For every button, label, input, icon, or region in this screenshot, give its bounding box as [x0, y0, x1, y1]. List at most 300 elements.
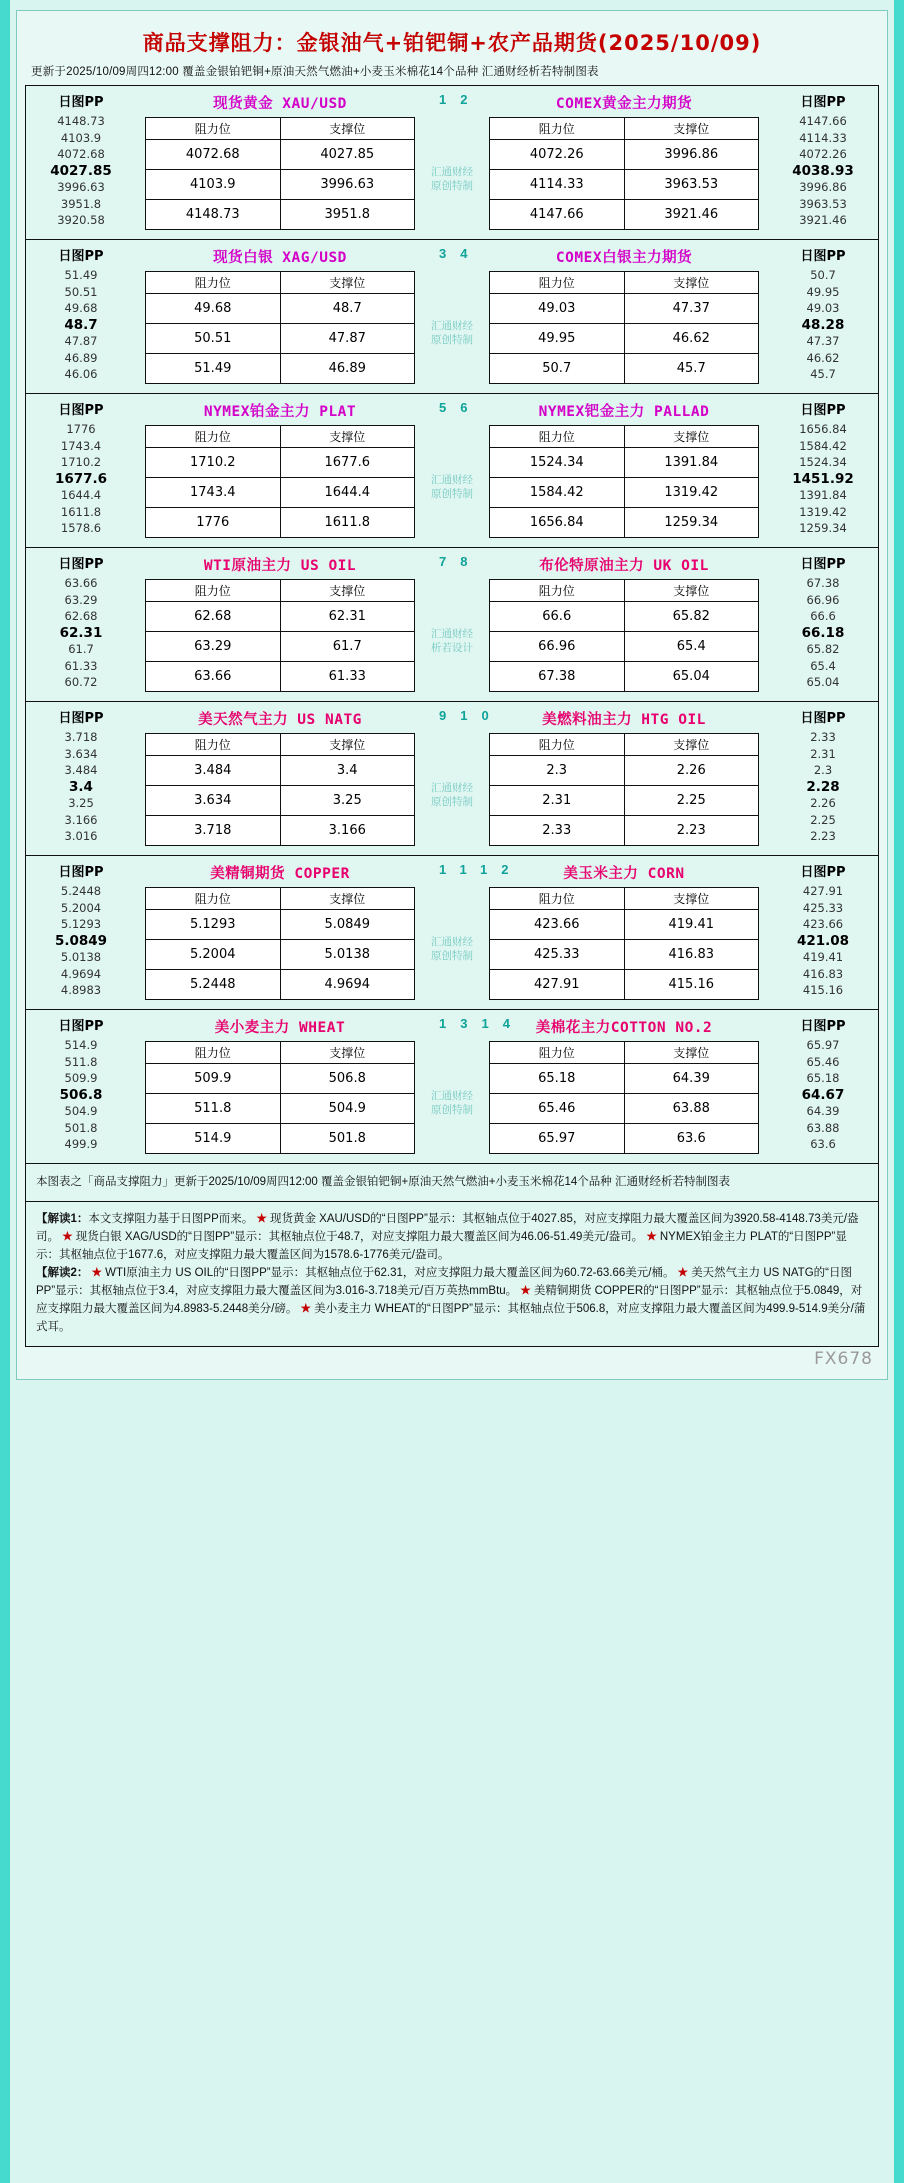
pp-value: 4038.93 [792, 162, 854, 179]
levels-table [489, 117, 759, 230]
pp-column [768, 240, 878, 393]
support-value: 3951.8 [280, 200, 415, 230]
pp-value: 504.9 [64, 1104, 98, 1118]
bullet-icon: ★ [677, 1267, 688, 1279]
pp-value: 421.08 [796, 932, 850, 949]
pp-value: 499.9 [64, 1137, 98, 1151]
resist-header: 阻力位 [490, 426, 625, 448]
support-value: 1644.4 [280, 478, 415, 508]
support-value: 5.0849 [280, 910, 415, 940]
support-value: 46.62 [624, 324, 759, 354]
resist-header: 阻力位 [490, 734, 625, 756]
pp-column [26, 240, 136, 393]
table-row [490, 632, 759, 662]
support-header: 支撑位 [624, 272, 759, 294]
pp-value: 48.28 [801, 316, 845, 333]
levels-table [145, 1041, 415, 1154]
table-row [146, 170, 415, 200]
pp-value: 5.2448 [60, 884, 102, 898]
pp-column [768, 1010, 878, 1163]
note-1-item-0: 现货黄金 XAU/USD的“日图PP”显示：其枢轴点位于4027.85，对应支撑阻力最大覆盖区间为3920.58-4148.73美元/盎司。 [36, 1213, 859, 1243]
resist-value: 49.95 [490, 324, 625, 354]
pp-column [26, 394, 136, 547]
support-header: 支撑位 [280, 888, 415, 910]
pp-column [768, 702, 878, 855]
pp-value: 3996.86 [799, 180, 847, 194]
instrument-name: COMEX黄金主力期货 [555, 96, 693, 112]
support-value: 65.82 [624, 602, 759, 632]
resist-value: 49.03 [490, 294, 625, 324]
resist-value: 2.3 [490, 756, 625, 786]
resist-value: 1776 [146, 508, 281, 538]
pp-value: 65.4 [810, 658, 836, 673]
support-header: 支撑位 [280, 118, 415, 140]
support-value: 3.25 [280, 786, 415, 816]
pp-value: 60.72 [64, 675, 98, 689]
instrument-cell [480, 702, 768, 855]
resist-value: 427.91 [490, 970, 625, 1000]
table-row [146, 756, 415, 786]
instrument-block [25, 547, 879, 701]
pp-value: 3.484 [64, 763, 98, 777]
block-index: 12 [439, 92, 482, 107]
resist-value: 49.68 [146, 294, 281, 324]
table-row [146, 508, 415, 538]
note-1-item-2: NYMEX铂金主力 PLAT的“日图PP”显示：其枢轴点位于1677.6，对应支撑阻力最大覆盖区间为1578.6-1776美元/盎司。 [36, 1231, 847, 1261]
pp-value: 61.7 [68, 642, 94, 656]
resist-value: 65.97 [490, 1124, 625, 1154]
pp-value: 1710.2 [60, 455, 102, 469]
table-row [146, 478, 415, 508]
pp-value: 46.62 [806, 350, 840, 365]
pp-value: 4103.9 [60, 130, 102, 145]
block-index: 56 [439, 400, 482, 415]
support-value: 419.41 [624, 910, 759, 940]
block-index: 34 [439, 246, 482, 261]
pp-header: 日图PP [58, 403, 104, 418]
instrument-name: NYMEX钯金主力 PALLAD [538, 404, 710, 420]
support-value: 1611.8 [280, 508, 415, 538]
support-value: 504.9 [280, 1094, 415, 1124]
bullet-icon: ★ [646, 1231, 657, 1243]
table-row [146, 140, 415, 170]
instrument-name: 美精铜期货 COPPER [210, 866, 350, 882]
table-row [146, 662, 415, 692]
pp-header: 日图PP [58, 557, 104, 572]
pp-value: 1259.34 [799, 521, 847, 535]
note-2-item-2: 美精铜期货 COPPER的“日图PP”显示：其枢轴点位于5.0849，对应支撑阻力最大覆盖区间为4.8983-5.2448美分/磅。 [36, 1285, 863, 1315]
instrument-block [25, 701, 879, 855]
pp-value: 66.96 [806, 592, 840, 607]
levels-table [489, 887, 759, 1000]
instrument-cell [136, 394, 424, 547]
pp-header: 日图PP [58, 249, 104, 264]
table-row [490, 140, 759, 170]
resist-value: 4148.73 [146, 200, 281, 230]
pp-column [26, 1010, 136, 1163]
support-value: 501.8 [280, 1124, 415, 1154]
support-value: 3.166 [280, 816, 415, 846]
resist-header: 阻力位 [146, 580, 281, 602]
support-header: 支撑位 [624, 118, 759, 140]
instrument-block [25, 239, 879, 393]
resist-value: 5.2448 [146, 970, 281, 1000]
pp-column [26, 702, 136, 855]
pp-header: 日图PP [800, 249, 846, 264]
instrument-name: 布伦特原油主力 UK OIL [539, 558, 709, 574]
resist-value: 425.33 [490, 940, 625, 970]
levels-table [145, 733, 415, 846]
pp-value: 3963.53 [799, 196, 847, 211]
blocks-container [25, 85, 879, 1164]
support-header: 支撑位 [280, 580, 415, 602]
watermark: 汇通财经 原创特制 [431, 474, 473, 500]
instrument-block [25, 85, 879, 239]
resist-value: 63.29 [146, 632, 281, 662]
levels-wrap [481, 579, 767, 700]
table-row [146, 354, 415, 384]
block-index: 1112 [439, 862, 523, 877]
support-header: 支撑位 [624, 734, 759, 756]
pp-header: 日图PP [58, 1019, 104, 1034]
note-1 [36, 1210, 868, 1264]
resist-value: 4072.68 [146, 140, 281, 170]
pp-value: 5.2004 [60, 900, 102, 915]
support-value: 64.39 [624, 1064, 759, 1094]
index-column [424, 702, 503, 855]
levels-table [145, 271, 415, 384]
support-value: 2.25 [624, 786, 759, 816]
support-value: 415.16 [624, 970, 759, 1000]
pp-value: 427.91 [802, 884, 844, 898]
pp-value: 65.46 [806, 1054, 840, 1069]
pp-value: 1743.4 [60, 438, 102, 453]
note-2-label: 【解读2： [36, 1267, 89, 1279]
pp-header: 日图PP [58, 95, 104, 110]
index-column [424, 394, 480, 547]
levels-table [489, 579, 759, 692]
pp-value: 1524.34 [799, 455, 847, 469]
pp-column [768, 856, 878, 1009]
pp-value: 3.166 [64, 812, 98, 827]
pp-value: 65.04 [806, 675, 840, 689]
support-value: 2.23 [624, 816, 759, 846]
table-row [490, 662, 759, 692]
instrument-cell [480, 240, 768, 393]
pp-value: 3.016 [64, 829, 98, 843]
resist-value: 66.6 [490, 602, 625, 632]
pp-value: 64.67 [801, 1086, 845, 1103]
table-row [146, 1124, 415, 1154]
levels-table [145, 579, 415, 692]
pp-value: 66.6 [810, 609, 836, 623]
index-column [424, 856, 523, 1009]
notes-section [25, 1202, 879, 1347]
resist-value: 5.1293 [146, 910, 281, 940]
resist-value: 1710.2 [146, 448, 281, 478]
pp-value: 2.33 [810, 730, 836, 744]
instrument-name: NYMEX铂金主力 PLAT [203, 404, 357, 420]
pp-value: 3996.63 [57, 180, 105, 194]
table-row [146, 970, 415, 1000]
resist-value: 50.51 [146, 324, 281, 354]
support-value: 61.7 [280, 632, 415, 662]
watermark: 汇通财经 原创特制 [431, 1090, 473, 1116]
support-value: 1391.84 [624, 448, 759, 478]
table-row [146, 1094, 415, 1124]
levels-table [489, 1041, 759, 1154]
pp-value: 2.26 [810, 796, 836, 810]
table-row [490, 756, 759, 786]
levels-table [145, 425, 415, 538]
pp-column [26, 86, 136, 239]
support-value: 3921.46 [624, 200, 759, 230]
pp-value: 509.9 [64, 1071, 98, 1085]
table-row [490, 448, 759, 478]
pp-value: 61.33 [64, 658, 98, 673]
pp-value: 4.9694 [60, 966, 102, 981]
pp-value: 4147.66 [799, 114, 847, 128]
support-value: 506.8 [280, 1064, 415, 1094]
pp-value: 415.16 [802, 983, 844, 997]
pp-value: 3.718 [64, 730, 98, 744]
support-value: 63.88 [624, 1094, 759, 1124]
table-row [490, 170, 759, 200]
support-value: 3996.63 [280, 170, 415, 200]
index-column [424, 86, 480, 239]
table-row [146, 940, 415, 970]
resist-value: 2.33 [490, 816, 625, 846]
support-value: 5.0138 [280, 940, 415, 970]
resist-value: 4103.9 [146, 170, 281, 200]
support-value: 1319.42 [624, 478, 759, 508]
pp-value: 425.33 [802, 900, 844, 915]
instrument-name: 美小麦主力 WHEAT [214, 1020, 346, 1036]
table-row [146, 448, 415, 478]
support-value: 1677.6 [280, 448, 415, 478]
watermark: 汇通财经 原创特制 [431, 936, 473, 962]
table-row [146, 200, 415, 230]
instrument-block [25, 1009, 879, 1164]
table-row [146, 1064, 415, 1094]
pp-value: 423.66 [802, 917, 844, 931]
table-row [490, 200, 759, 230]
instrument-cell [136, 548, 424, 701]
resist-value: 511.8 [146, 1094, 281, 1124]
table-row [146, 294, 415, 324]
table-row [490, 1094, 759, 1124]
bullet-icon: ★ [91, 1267, 102, 1279]
pp-value: 3921.46 [799, 213, 847, 227]
table-row [490, 940, 759, 970]
instrument-name: 现货黄金 XAU/USD [213, 96, 347, 112]
resist-value: 63.66 [146, 662, 281, 692]
resist-value: 3.634 [146, 786, 281, 816]
support-header: 支撑位 [624, 426, 759, 448]
pp-value: 3.4 [69, 778, 93, 795]
levels-table [145, 117, 415, 230]
support-header: 支撑位 [624, 888, 759, 910]
instrument-cell [480, 394, 768, 547]
resist-value: 3.484 [146, 756, 281, 786]
pp-value: 1644.4 [60, 488, 102, 502]
pp-value: 4072.68 [57, 147, 105, 161]
pp-value: 4.8983 [60, 983, 102, 997]
resist-header: 阻力位 [146, 1042, 281, 1064]
resist-value: 2.31 [490, 786, 625, 816]
instrument-name: 美玉米主力 CORN [563, 866, 685, 882]
support-header: 支撑位 [280, 734, 415, 756]
instrument-name: 美棉花主力COTTON NO.2 [535, 1020, 713, 1036]
levels-wrap [137, 117, 423, 238]
instrument-cell [136, 86, 424, 239]
table-row [490, 324, 759, 354]
table-row [490, 1064, 759, 1094]
resist-value: 423.66 [490, 910, 625, 940]
pp-value: 1776 [66, 422, 96, 436]
pp-value: 1656.84 [799, 422, 847, 436]
note-1-label: 【解读1： [36, 1213, 89, 1225]
resist-value: 51.49 [146, 354, 281, 384]
pp-header: 日图PP [800, 1019, 846, 1034]
resist-header: 阻力位 [490, 118, 625, 140]
pp-header: 日图PP [800, 403, 846, 418]
note-2 [36, 1264, 868, 1336]
resist-header: 阻力位 [146, 734, 281, 756]
levels-wrap [481, 117, 767, 238]
support-value: 62.31 [280, 602, 415, 632]
pp-value: 4148.73 [57, 114, 105, 128]
support-header: 支撑位 [280, 426, 415, 448]
resist-value: 1584.42 [490, 478, 625, 508]
resist-value: 4072.26 [490, 140, 625, 170]
note-2-item-0: WTI原油主力 US OIL的“日图PP”显示：其枢轴点位于62.31，对应支撑阻力最大覆盖区间为60.72-63.66美元/桶。 [105, 1267, 675, 1279]
pp-value: 49.68 [64, 301, 98, 315]
watermark: 汇通财经 原创特制 [431, 166, 473, 192]
pp-value: 5.1293 [60, 917, 102, 931]
levels-wrap [137, 271, 423, 392]
pp-value: 4072.26 [799, 147, 847, 161]
pp-value: 64.39 [806, 1104, 840, 1118]
block-index: 1314 [439, 1016, 524, 1031]
pp-value: 514.9 [64, 1038, 98, 1052]
support-value: 2.26 [624, 756, 759, 786]
pp-value: 1319.42 [799, 504, 847, 519]
table-row [146, 786, 415, 816]
note-2-item-3: 美小麦主力 WHEAT的“日图PP”显示：其枢轴点位于506.8，对应支撑阻力最大覆盖区间为499.9-514.9美分/蒲式耳。 [36, 1303, 866, 1333]
support-value: 3.4 [280, 756, 415, 786]
resist-header: 阻力位 [490, 580, 625, 602]
support-value: 46.89 [280, 354, 415, 384]
pp-value: 1578.6 [60, 521, 102, 535]
pp-header: 日图PP [58, 865, 104, 880]
resist-header: 阻力位 [146, 272, 281, 294]
watermark: 汇通财经 析若设计 [431, 628, 473, 654]
resist-header: 阻力位 [490, 888, 625, 910]
index-column [424, 240, 480, 393]
pp-value: 49.03 [806, 301, 840, 315]
pp-value: 45.7 [810, 367, 836, 381]
resist-value: 1524.34 [490, 448, 625, 478]
levels-table [489, 733, 759, 846]
table-row [490, 354, 759, 384]
instrument-cell [136, 1010, 424, 1163]
pp-value: 2.31 [810, 746, 836, 761]
pp-value: 65.18 [806, 1071, 840, 1085]
support-value: 3996.86 [624, 140, 759, 170]
pp-value: 511.8 [64, 1054, 98, 1069]
instrument-cell [480, 1010, 768, 1163]
table-row [490, 1124, 759, 1154]
levels-wrap [137, 733, 423, 854]
bullet-icon: ★ [256, 1213, 267, 1225]
support-value: 416.83 [624, 940, 759, 970]
pp-value: 46.89 [64, 350, 98, 365]
watermark: 汇通财经 原创特制 [431, 782, 473, 808]
pp-column [26, 856, 136, 1009]
instrument-cell [136, 702, 424, 855]
pp-header: 日图PP [800, 557, 846, 572]
resist-value: 514.9 [146, 1124, 281, 1154]
pp-column [768, 394, 878, 547]
resist-value: 65.18 [490, 1064, 625, 1094]
pp-value: 49.95 [806, 284, 840, 299]
table-row [146, 324, 415, 354]
resist-header: 阻力位 [146, 888, 281, 910]
index-column [424, 548, 480, 701]
table-row [490, 602, 759, 632]
table-row [146, 632, 415, 662]
instrument-name: 美燃料油主力 HTG OIL [542, 712, 706, 728]
pp-value: 51.49 [64, 268, 98, 282]
instrument-cell [136, 856, 424, 1009]
pp-value: 48.7 [64, 316, 98, 333]
pp-value: 2.23 [810, 829, 836, 843]
table-row [490, 786, 759, 816]
levels-table [145, 887, 415, 1000]
support-value: 61.33 [280, 662, 415, 692]
instrument-block [25, 393, 879, 547]
table-row [490, 910, 759, 940]
resist-header: 阻力位 [146, 118, 281, 140]
pp-value: 63.6 [810, 1137, 836, 1151]
resist-value: 1656.84 [490, 508, 625, 538]
resist-value: 65.46 [490, 1094, 625, 1124]
pp-value: 5.0849 [54, 932, 108, 949]
page-subtitle: 更新于2025/10/09周四12:00 覆盖金银铂钯铜+原油天然气燃油+小麦玉米棉花14个品种 汇通财经析若特制图表 [31, 66, 599, 78]
table-row [490, 970, 759, 1000]
pp-value: 47.37 [806, 334, 840, 348]
pp-value: 1391.84 [799, 488, 847, 502]
pp-value: 1611.8 [60, 504, 102, 519]
levels-wrap [481, 887, 767, 1008]
support-value: 48.7 [280, 294, 415, 324]
resist-header: 阻力位 [146, 426, 281, 448]
table-row [146, 816, 415, 846]
table-row [490, 508, 759, 538]
pp-value: 1451.92 [792, 470, 854, 487]
note-1-text: 本文支撑阻力基于日图PP而来。 [88, 1213, 254, 1225]
pp-value: 2.28 [806, 778, 840, 795]
resist-value: 4114.33 [490, 170, 625, 200]
bullet-icon: ★ [62, 1231, 73, 1243]
pp-value: 5.0138 [60, 950, 102, 964]
report-sheet [16, 10, 888, 1380]
footnote [25, 1164, 879, 1202]
levels-wrap [481, 425, 767, 546]
pp-value: 419.41 [802, 950, 844, 964]
levels-wrap [137, 425, 423, 546]
